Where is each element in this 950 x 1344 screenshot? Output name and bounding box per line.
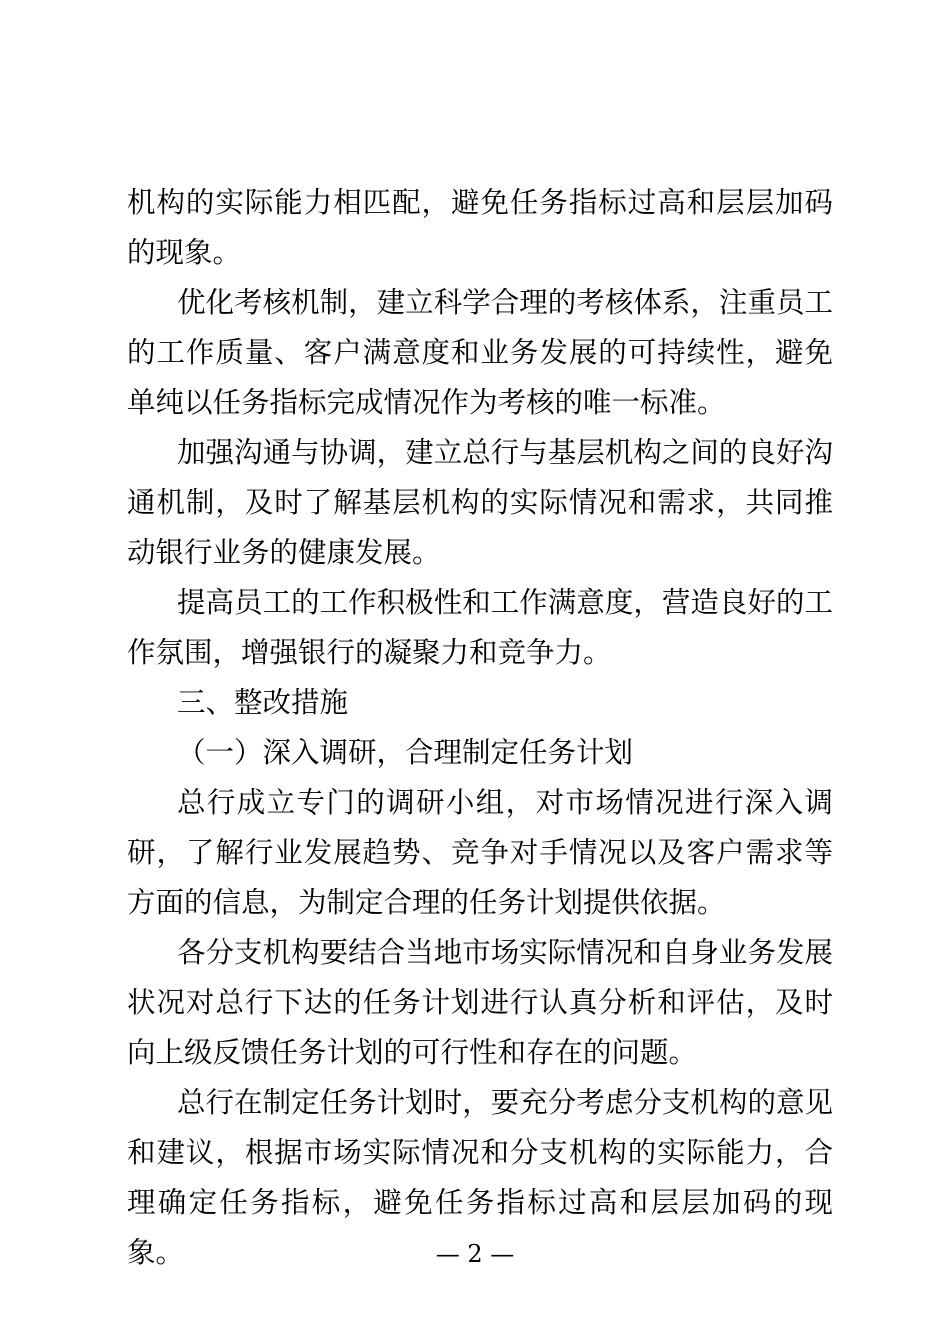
paragraph-improve-motivation: 提高员工的工作积极性和工作满意度，营造良好的工作氛围，增强银行的凝聚力和竞争力。 [127, 586, 833, 669]
section-heading-rectification: 三、整改措施 [177, 686, 349, 719]
page-number: — 2 — [435, 1240, 515, 1268]
document-body [127, 178, 833, 1278]
subsection-heading-research: （一）深入调研，合理制定任务计划 [177, 736, 634, 769]
paragraph-plan-formulation: 总行在制定任务计划时，要充分考虑分支机构的意见和建议，根据市场实际情况和分支机构的实际能力，合理确定任务指标，避免任务指标过高和层层加码的现象。 [127, 1086, 833, 1269]
paragraph-optimize-assessment: 优化考核机制，建立科学合理的考核体系，注重员工的工作质量、客户满意度和业务发展的可持续性，避免单纯以任务指标完成情况作为考核的唯一标准。 [127, 286, 833, 419]
paragraph-research-team: 总行成立专门的调研小组，对市场情况进行深入调研，了解行业发展趋势、竞争对手情况以及客户需求等方面的信息，为制定合理的任务计划提供依据。 [127, 786, 833, 919]
paragraph-strengthen-communication: 加强沟通与协调，建立总行与基层机构之间的良好沟通机制，及时了解基层机构的实际情况和需求，共同推动银行业务的健康发展。 [127, 436, 833, 569]
paragraph-continuation: 机构的实际能力相匹配，避免任务指标过高和层层加码的现象。 [127, 186, 833, 269]
paragraph-branch-analysis: 各分支机构要结合当地市场实际情况和自身业务发展状况对总行下达的任务计划进行认真分析和评估，及时向上级反馈任务计划的可行性和存在的问题。 [127, 936, 833, 1069]
